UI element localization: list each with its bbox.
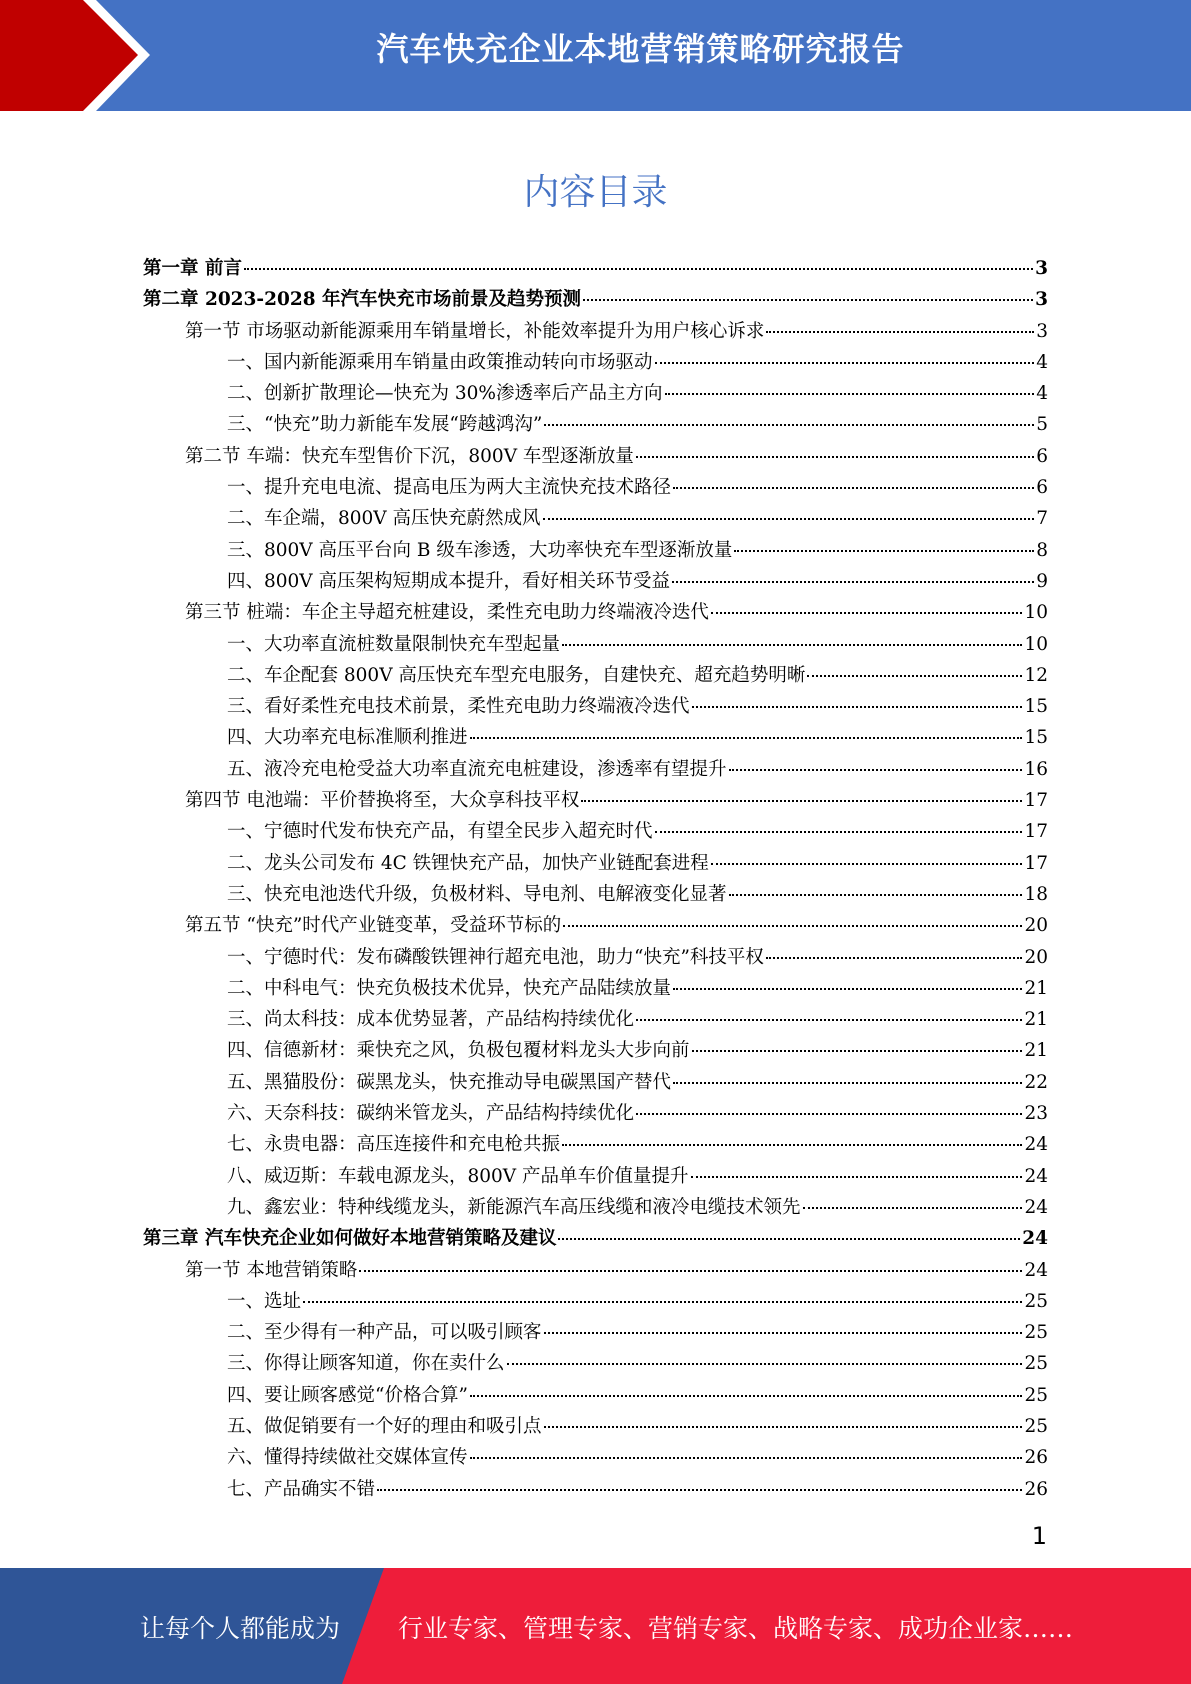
toc-entry[interactable] [143, 1162, 1048, 1193]
toc-entry-page: 3 [1035, 258, 1048, 279]
toc-dot-leader [672, 581, 1034, 583]
toc-entry-title: 一、宁德时代：发布磷酸铁锂神行超充电池，助力“快充”科技平权 [227, 946, 764, 968]
toc-entry[interactable] [143, 348, 1048, 379]
toc-entry-title: 八、威迈斯：车载电源龙头，800V 产品单车价值量提升 [227, 1165, 689, 1187]
toc-entry[interactable] [143, 849, 1048, 880]
toc-dot-leader [807, 675, 1022, 677]
toc-entry-title: 五、做促销要有一个好的理由和吸引点 [227, 1415, 542, 1437]
toc-entry-title: 一、国内新能源乘用车销量由政策推动转向市场驱动 [227, 351, 653, 373]
toc-dot-leader [470, 1457, 1023, 1459]
toc-entry-title: 九、鑫宏业：特种线缆龙头，新能源汽车高压线缆和液冷电缆技术领先 [227, 1196, 801, 1218]
header-banner [0, 0, 1191, 111]
toc-entry-title: 七、永贵电器：高压连接件和充电枪共振 [227, 1134, 561, 1156]
toc-entry[interactable] [143, 692, 1048, 723]
toc-entry-title: 二、创新扩散理论—快充为 30%渗透率后产品主方向 [227, 383, 663, 405]
toc-entry-title: 三、看好柔性充电技术前景，柔性充电助力终端液冷迭代 [227, 696, 690, 718]
toc-entry[interactable] [143, 1099, 1048, 1130]
toc-entry[interactable] [143, 1475, 1048, 1506]
toc-entry-page: 20 [1024, 915, 1048, 937]
toc-entry-title: 二、龙头公司发布 4C 铁锂快充产品，加快产业链配套进程 [227, 852, 709, 874]
toc-dot-leader [581, 800, 1022, 802]
toc-entry-title: 一、提升充电电流、提高电压为两大主流快充技术路径 [227, 477, 672, 499]
toc-entry-page: 25 [1024, 1384, 1048, 1406]
toc-dot-leader [691, 1176, 1023, 1178]
toc-entry-page: 7 [1036, 508, 1048, 530]
toc-dot-leader [673, 1082, 1022, 1084]
toc-entry[interactable] [143, 1256, 1048, 1287]
toc-entry-page: 20 [1024, 946, 1048, 968]
toc-dot-leader [673, 988, 1022, 990]
toc-dot-leader [665, 393, 1035, 395]
report-title: 汽车快充企业本地营销策略研究报告 [376, 30, 905, 68]
toc-entry-page: 4 [1036, 383, 1048, 405]
toc-heading: 内容目录 [523, 172, 668, 213]
toc-entry[interactable] [143, 1224, 1048, 1255]
toc-entry[interactable] [143, 536, 1048, 567]
toc-entry[interactable] [143, 880, 1048, 911]
toc-entry-title: 二、车企端，800V 高压快充蔚然成风 [227, 508, 541, 530]
toc-entry-page: 21 [1024, 1040, 1048, 1062]
toc-entry[interactable] [143, 661, 1048, 692]
toc-entry-page: 15 [1024, 727, 1048, 749]
toc-dot-leader [303, 1301, 1022, 1303]
toc-dot-leader [562, 1144, 1022, 1146]
toc-entry[interactable] [143, 254, 1048, 285]
toc-entry-page: 24 [1022, 1228, 1048, 1250]
toc-dot-leader [359, 1270, 1022, 1272]
toc-entry-title: 五、液冷充电枪受益大功率直流充电桩建设，渗透率有望提升 [227, 758, 727, 780]
toc-entry-title: 七、产品确实不错 [227, 1478, 376, 1500]
toc-dot-leader [734, 550, 1034, 552]
toc-entry-page: 25 [1024, 1353, 1048, 1375]
toc-entry-page: 17 [1024, 790, 1048, 812]
toc-entry[interactable] [143, 317, 1048, 348]
toc-dot-leader [470, 737, 1023, 739]
toc-dot-leader [558, 1238, 1020, 1240]
toc-entry[interactable] [143, 630, 1048, 661]
toc-entry-page: 24 [1024, 1196, 1048, 1218]
toc-entry-page: 3 [1035, 289, 1048, 311]
toc-entry-page: 10 [1024, 602, 1048, 624]
toc-entry-page: 21 [1024, 1009, 1048, 1031]
toc-entry[interactable] [143, 285, 1048, 316]
toc-entry-page: 21 [1024, 977, 1048, 999]
toc-entry-page: 9 [1036, 570, 1048, 592]
toc-entry-page: 5 [1036, 414, 1048, 436]
toc-entry-title: 第二章 2023-2028 年汽车快充市场前景及趋势预测 [143, 289, 582, 311]
toc-dot-leader [655, 362, 1035, 364]
toc-entry[interactable] [143, 1287, 1048, 1318]
toc-entry-page: 26 [1024, 1447, 1048, 1469]
toc-entry-page: 6 [1036, 445, 1048, 467]
toc-dot-leader [636, 1019, 1022, 1021]
toc-entry-title: 一、大功率直流桩数量限制快充车型起量 [227, 633, 561, 655]
toc-entry[interactable] [143, 379, 1048, 410]
toc-entry[interactable] [143, 567, 1048, 598]
toc-dot-leader [692, 706, 1023, 708]
footer-slogan-right: 行业专家、管理专家、营销专家、战略专家、成功企业家…… [398, 1614, 1074, 1643]
toc-dot-leader [766, 957, 1023, 959]
toc-entry[interactable] [143, 473, 1048, 504]
toc-entry-page: 25 [1024, 1322, 1048, 1344]
toc-entry-title: 五、黑猫股份：碳黑龙头，快充推动导电碳黑国产替代 [227, 1071, 672, 1093]
toc-entry-title: 四、大功率充电标准顺利推进 [227, 727, 468, 749]
toc-entry[interactable] [143, 1130, 1048, 1161]
toc-entry-page: 23 [1024, 1103, 1048, 1125]
toc-entry-title: 第二节 车端：快充车型售价下沉，800V 车型逐渐放量 [185, 445, 634, 467]
toc-entry-title: 一、宁德时代发布快充产品，有望全民步入超充时代 [227, 821, 653, 843]
toc-entry-page: 10 [1024, 633, 1048, 655]
toc-entry[interactable] [143, 410, 1048, 441]
toc-entry[interactable] [143, 1443, 1048, 1474]
toc-dot-leader [766, 331, 1034, 333]
toc-entry-title: 三、800V 高压平台向 B 级车渗透，大功率快充车型逐渐放量 [227, 539, 733, 561]
toc-entry[interactable] [143, 723, 1048, 754]
toc-entry-title: 三、你得让顾客知道，你在卖什么 [227, 1353, 505, 1375]
toc-entry-page: 17 [1024, 821, 1048, 843]
toc-dot-leader [636, 456, 1034, 458]
toc-dot-leader [544, 1332, 1023, 1334]
toc-dot-leader [692, 1050, 1023, 1052]
toc-entry-title: 第三节 桩端：车企主导超充桩建设，柔性充电助力终端液冷迭代 [185, 602, 709, 624]
footer-slogan-left: 让每个人都能成为 [140, 1614, 341, 1643]
toc-dot-leader [470, 1395, 1023, 1397]
toc-dot-leader [673, 487, 1034, 489]
toc-entry-title: 二、至少得有一种产品，可以吸引顾客 [227, 1322, 542, 1344]
toc-entry-title: 四、要让顾客感觉“价格合算” [227, 1384, 468, 1406]
page-number: 1 [1031, 1522, 1047, 1550]
toc-entry-page: 8 [1036, 539, 1048, 561]
table-of-contents [143, 254, 1048, 1506]
toc-entry-title: 第一节 本地营销策略 [185, 1259, 358, 1281]
toc-dot-leader [377, 1489, 1022, 1491]
toc-entry[interactable] [143, 911, 1048, 942]
toc-entry-page: 4 [1036, 351, 1048, 373]
toc-entry[interactable] [143, 1412, 1048, 1443]
toc-dot-leader [583, 299, 1033, 301]
toc-entry-page: 24 [1024, 1134, 1048, 1156]
toc-entry[interactable] [143, 1318, 1048, 1349]
toc-entry[interactable] [143, 755, 1048, 786]
toc-dot-leader [729, 769, 1023, 771]
toc-entry-page: 16 [1024, 758, 1048, 780]
toc-entry-page: 24 [1024, 1259, 1048, 1281]
toc-entry[interactable] [143, 504, 1048, 535]
toc-dot-leader [544, 1426, 1023, 1428]
toc-entry[interactable] [143, 943, 1048, 974]
toc-dot-leader [655, 831, 1023, 833]
toc-entry-title: 三、快充电池迭代升级，负极材料、导电剂、电解液变化显著 [227, 883, 727, 905]
toc-entry[interactable] [143, 817, 1048, 848]
toc-entry[interactable] [143, 974, 1048, 1005]
toc-entry[interactable] [143, 1193, 1048, 1224]
toc-entry-page: 24 [1024, 1165, 1048, 1187]
toc-dot-leader [711, 612, 1023, 614]
toc-dot-leader [729, 894, 1023, 896]
toc-entry-title: 第一节 市场驱动新能源乘用车销量增长，补能效率提升为用户核心诉求 [185, 320, 765, 342]
header-arrow-icon [0, 0, 138, 111]
toc-dot-leader [563, 925, 1022, 927]
toc-entry-title: 四、信德新材：乘快充之风，负极包覆材料龙头大步向前 [227, 1040, 690, 1062]
toc-entry-title: 二、中科电气：快充负极技术优异，快充产品陆续放量 [227, 977, 672, 999]
toc-dot-leader [711, 863, 1023, 865]
toc-entry-page: 25 [1024, 1415, 1048, 1437]
toc-dot-leader [803, 1207, 1023, 1209]
toc-entry-page: 15 [1024, 696, 1048, 718]
toc-dot-leader [562, 644, 1022, 646]
toc-entry-title: 第一章 前言 [143, 258, 242, 279]
toc-entry-title: 第五节 “快充”时代产业链变革，受益环节标的 [185, 915, 562, 937]
toc-entry-title: 第四节 电池端：平价替换将至，大众享科技平权 [185, 790, 580, 812]
toc-entry-title: 一、选址 [227, 1290, 302, 1312]
toc-entry-page: 26 [1024, 1478, 1048, 1500]
toc-entry-title: 四、800V 高压架构短期成本提升，看好相关环节受益 [227, 570, 671, 592]
toc-dot-leader [244, 268, 1033, 270]
toc-entry-page: 18 [1024, 883, 1048, 905]
toc-entry-title: 六、天奈科技：碳纳米管龙头，产品结构持续优化 [227, 1103, 635, 1125]
toc-entry-page: 12 [1024, 664, 1048, 686]
toc-entry[interactable] [143, 786, 1048, 817]
toc-dot-leader [543, 518, 1035, 520]
toc-entry-page: 25 [1024, 1290, 1048, 1312]
toc-entry[interactable] [143, 1068, 1048, 1099]
toc-entry-title: 三、尚太科技：成本优势显著，产品结构持续优化 [227, 1009, 635, 1031]
toc-dot-leader [636, 1113, 1022, 1115]
toc-entry[interactable] [143, 598, 1048, 629]
toc-entry-page: 6 [1036, 477, 1048, 499]
toc-entry-title: 第三章 汽车快充企业如何做好本地营销策略及建议 [143, 1228, 557, 1250]
toc-entry-title: 二、车企配套 800V 高压快充车型充电服务，自建快充、超充趋势明晰 [227, 664, 806, 686]
toc-entry[interactable] [143, 442, 1048, 473]
toc-dot-leader [507, 1363, 1023, 1365]
toc-entry-title: 三、“快充”助力新能车发展“跨越鸿沟” [227, 414, 543, 436]
toc-entry-page: 17 [1024, 852, 1048, 874]
toc-dot-leader [544, 424, 1034, 426]
toc-entry[interactable] [143, 1036, 1048, 1067]
toc-entry[interactable] [143, 1349, 1048, 1380]
toc-entry-title: 六、懂得持续做社交媒体宣传 [227, 1447, 468, 1469]
toc-entry-page: 3 [1036, 320, 1048, 342]
toc-entry[interactable] [143, 1381, 1048, 1412]
toc-entry[interactable] [143, 1005, 1048, 1036]
toc-entry-page: 22 [1024, 1071, 1048, 1093]
